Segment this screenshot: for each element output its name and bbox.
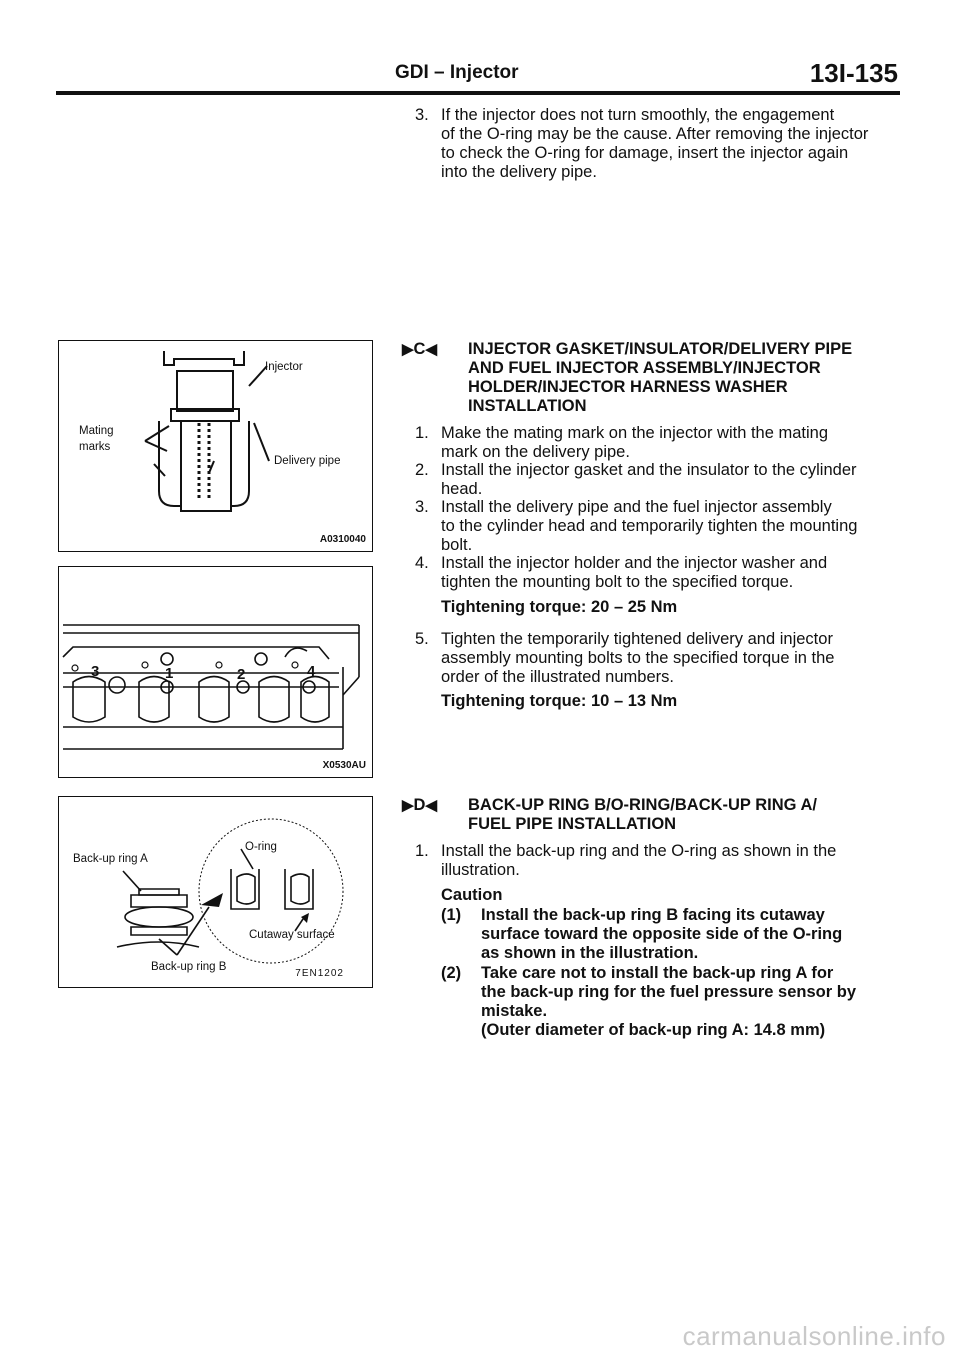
text-line: bolt.	[441, 536, 473, 554]
text-line: as shown in the illustration.	[481, 944, 699, 962]
label-delivery-pipe: Delivery pipe	[274, 455, 341, 467]
section-c-item-3-text	[441, 498, 857, 555]
section-c-item-3	[415, 498, 441, 517]
figure-code: X0530AU	[322, 760, 366, 771]
section-c-letter: C	[413, 340, 426, 358]
section-d-heading	[468, 796, 817, 834]
step-3-top-text	[441, 106, 868, 182]
item-number: 3.	[415, 498, 429, 516]
label-back-up-ring-b: Back-up ring B	[151, 961, 227, 973]
text-line: the back-up ring for the fuel pressure sensor by	[481, 983, 856, 1001]
figure-code: A0310040	[319, 534, 366, 545]
heading-line: INSTALLATION	[468, 397, 587, 415]
section-c-marker	[402, 340, 437, 359]
step-number: 3.	[415, 106, 429, 124]
text-line: Install the back-up ring B facing its cutaway	[481, 906, 825, 924]
section-d-item-1-text	[441, 842, 836, 880]
left-triangle-icon: ◀	[425, 341, 438, 358]
right-triangle-icon: ▶	[402, 341, 414, 358]
label-cutaway-surface: Cutaway surface	[249, 929, 335, 941]
section-d-marker	[402, 796, 437, 815]
figure-tightening-order	[58, 566, 373, 778]
torque-spec-2: Tightening torque: 10 – 13 Nm	[441, 692, 678, 710]
text-line: illustration.	[441, 861, 520, 879]
section-c-item-2	[415, 461, 441, 480]
label-injector: Injector	[265, 361, 303, 373]
text-line: Install the injector holder and the injector washer and	[441, 554, 828, 572]
left-triangle-icon: ◀	[425, 797, 438, 814]
caution-item-1-text	[481, 906, 842, 963]
figure-injector-mating-marks	[58, 340, 373, 552]
text-line: head.	[441, 480, 483, 498]
order-number-4: 4	[307, 663, 316, 680]
item-number: 5.	[415, 630, 429, 648]
text-line: to check the O-ring for damage, insert the injector again	[441, 144, 849, 162]
heading-line: HOLDER/INJECTOR HARNESS WASHER	[468, 378, 788, 396]
section-c-item-1-text	[441, 424, 828, 462]
text-line: tighten the mounting bolt to the specified torque.	[441, 573, 794, 591]
heading-line: INJECTOR GASKET/INSULATOR/DELIVERY PIPE	[468, 340, 853, 358]
page-title: GDI – Injector	[395, 62, 519, 83]
caution-item-1-number: (1)	[441, 906, 462, 924]
text-line: mark on the delivery pipe.	[441, 443, 630, 461]
label-back-up-ring-a: Back-up ring A	[73, 853, 148, 865]
heading-line: AND FUEL INJECTOR ASSEMBLY/INJECTOR	[468, 359, 821, 377]
text-line: to the cylinder head and temporarily tighten the mounting	[441, 517, 858, 535]
text-line: order of the illustrated numbers.	[441, 668, 674, 686]
section-d-letter: D	[413, 796, 426, 814]
section-c-item-4-text	[441, 554, 827, 592]
torque-spec-1: Tightening torque: 20 – 25 Nm	[441, 598, 678, 616]
item-number: 1.	[415, 842, 429, 860]
figure-code: 7EN1202	[295, 968, 344, 979]
text-line: mistake.	[481, 1002, 548, 1020]
caution-item-2-number: (2)	[441, 964, 462, 982]
heading-line: BACK-UP RING B/O-RING/BACK-UP RING A/	[468, 796, 817, 814]
caution-item-2-text	[481, 964, 856, 1040]
order-number-1: 1	[165, 665, 174, 682]
item-number: 1.	[415, 424, 429, 442]
order-number-2: 2	[237, 666, 246, 683]
text-line: (Outer diameter of back-up ring A: 14.8 mm)	[481, 1021, 826, 1039]
text-line: Tighten the temporarily tightened delivery and injector	[441, 630, 833, 648]
back-up-ring-drawing	[59, 797, 372, 987]
text-line: of the O-ring may be the cause. After removing the injector	[441, 125, 869, 143]
label-marks: marks	[79, 441, 111, 453]
section-c-item-5-text	[441, 630, 834, 687]
caution-title: Caution	[441, 886, 503, 904]
label-mating: Mating	[79, 425, 114, 437]
section-c-item-2-text	[441, 461, 857, 499]
step-3-top	[415, 106, 441, 125]
text-line: Take care not to install the back-up ring A for	[481, 964, 834, 982]
section-c-item-5	[415, 630, 441, 649]
text-line: assembly mounting bolts to the specified torque in the	[441, 649, 835, 667]
text-line: Make the mating mark on the injector with the mating	[441, 424, 829, 442]
order-number-3: 3	[91, 663, 100, 680]
page-number: 13I-135	[809, 58, 898, 88]
text-line: If the injector does not turn smoothly, the engagement	[441, 106, 835, 124]
text-line: Install the back-up ring and the O-ring as shown in the	[441, 842, 837, 860]
header-rule	[56, 91, 900, 95]
text-line: surface toward the opposite side of the O-ring	[481, 925, 843, 943]
cylinder-head-drawing	[59, 567, 372, 777]
figure-back-up-rings	[58, 796, 373, 988]
section-c-item-1	[415, 424, 441, 443]
label-o-ring: O-ring	[245, 841, 277, 853]
heading-line: FUEL PIPE INSTALLATION	[468, 815, 677, 833]
right-triangle-icon: ▶	[402, 797, 414, 814]
section-c-item-4	[415, 554, 441, 573]
watermark: carmanualsonline.info	[682, 1321, 946, 1351]
section-d-item-1	[415, 842, 441, 861]
text-line: Install the injector gasket and the insulator to the cylinder	[441, 461, 857, 479]
item-number: 2.	[415, 461, 429, 479]
text-line: Install the delivery pipe and the fuel injector assembly	[441, 498, 832, 516]
text-line: into the delivery pipe.	[441, 163, 597, 181]
item-number: 4.	[415, 554, 429, 572]
section-c-heading	[468, 340, 852, 416]
